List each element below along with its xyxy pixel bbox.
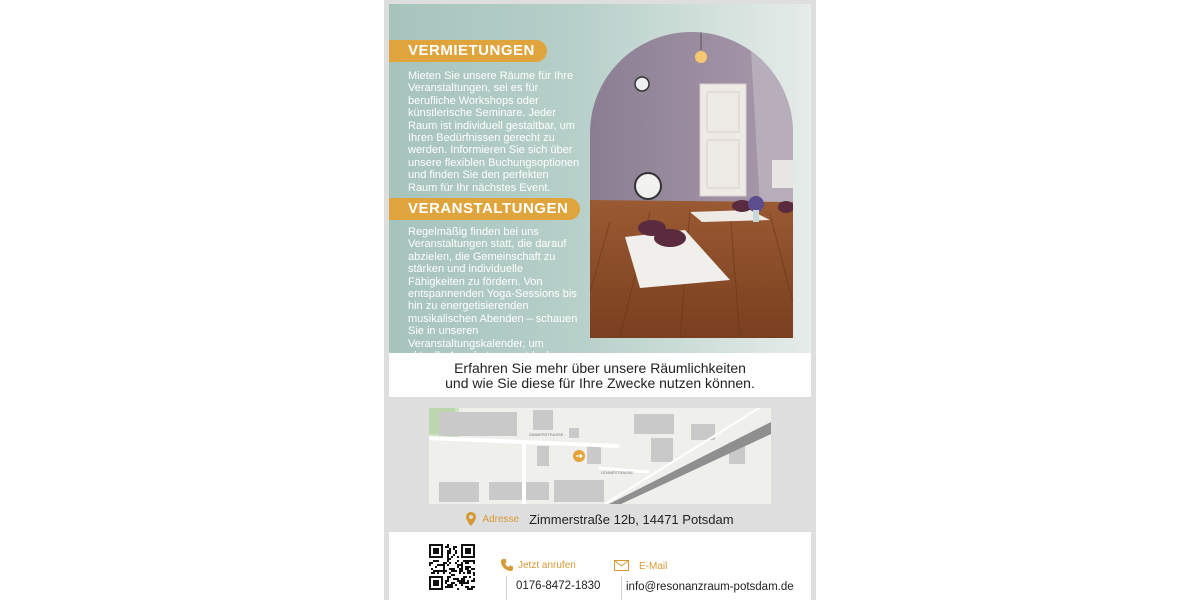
phone-label: Jetzt anrufen (518, 560, 576, 571)
divider (506, 576, 507, 600)
phone-icon (501, 559, 513, 571)
location-map[interactable] (429, 408, 771, 504)
map-street-label: ZIMMERSTRASSE (529, 432, 564, 437)
email-label: E-Mail (639, 561, 668, 572)
section-heading-veranstaltungen: VERANSTALTUNGEN (389, 198, 580, 220)
room-photo (590, 32, 793, 338)
tagline (389, 353, 811, 397)
hero-panel (389, 4, 811, 353)
location-marker-icon (573, 450, 585, 462)
contact-section (389, 532, 811, 600)
flyer-page (384, 0, 816, 600)
email-address[interactable]: info@resonanzraum-potsdam.de (626, 581, 794, 593)
phone-number[interactable]: 0176-8472-1830 (516, 580, 601, 592)
address-value: Zimmerstraße 12b, 14471 Potsdam (529, 511, 734, 527)
address-label: Adresse (482, 513, 520, 525)
section-text-vermietungen: Mieten Sie unsere Räume für Ihre Veranstaltungen, sei es für berufliche Workshops oder künstlerische Seminare. Jeder Raum ist individuell gestaltbar, um Ihren Bedürfnissen gerecht zu werden. Informieren Sie sich über unsere flexiblen Buchungsoptionen und finden Sie den perfekten Raum für Ihr nächstes Event. (408, 70, 580, 194)
section-heading-vermietungen: VERMIETUNGEN (389, 40, 547, 62)
address-row (389, 508, 811, 530)
map-street-label: LENNÉSTRASSE (601, 470, 634, 475)
tagline-line-2: und wie Sie diese für Ihre Zwecke nutzen können. (445, 375, 755, 391)
map-pin-icon (466, 512, 476, 526)
section-text-veranstaltungen: Regelmäßig finden bei uns Veranstaltungen statt, die darauf abzielen, die Gemeinschaft zu stärken und individuelle Fähigkeiten zu fördern. Von entspannenden Yoga-Sessions bis hin zu energetisierenden musikalischen Abenden – schauen Sie in unseren Veranstaltungskalender, um (408, 226, 578, 350)
tagline-line-1: Erfahren Sie mehr über unsere Räumlichkeiten (454, 360, 746, 376)
mail-icon (614, 560, 629, 571)
divider (621, 576, 622, 600)
qr-code[interactable] (429, 544, 475, 590)
